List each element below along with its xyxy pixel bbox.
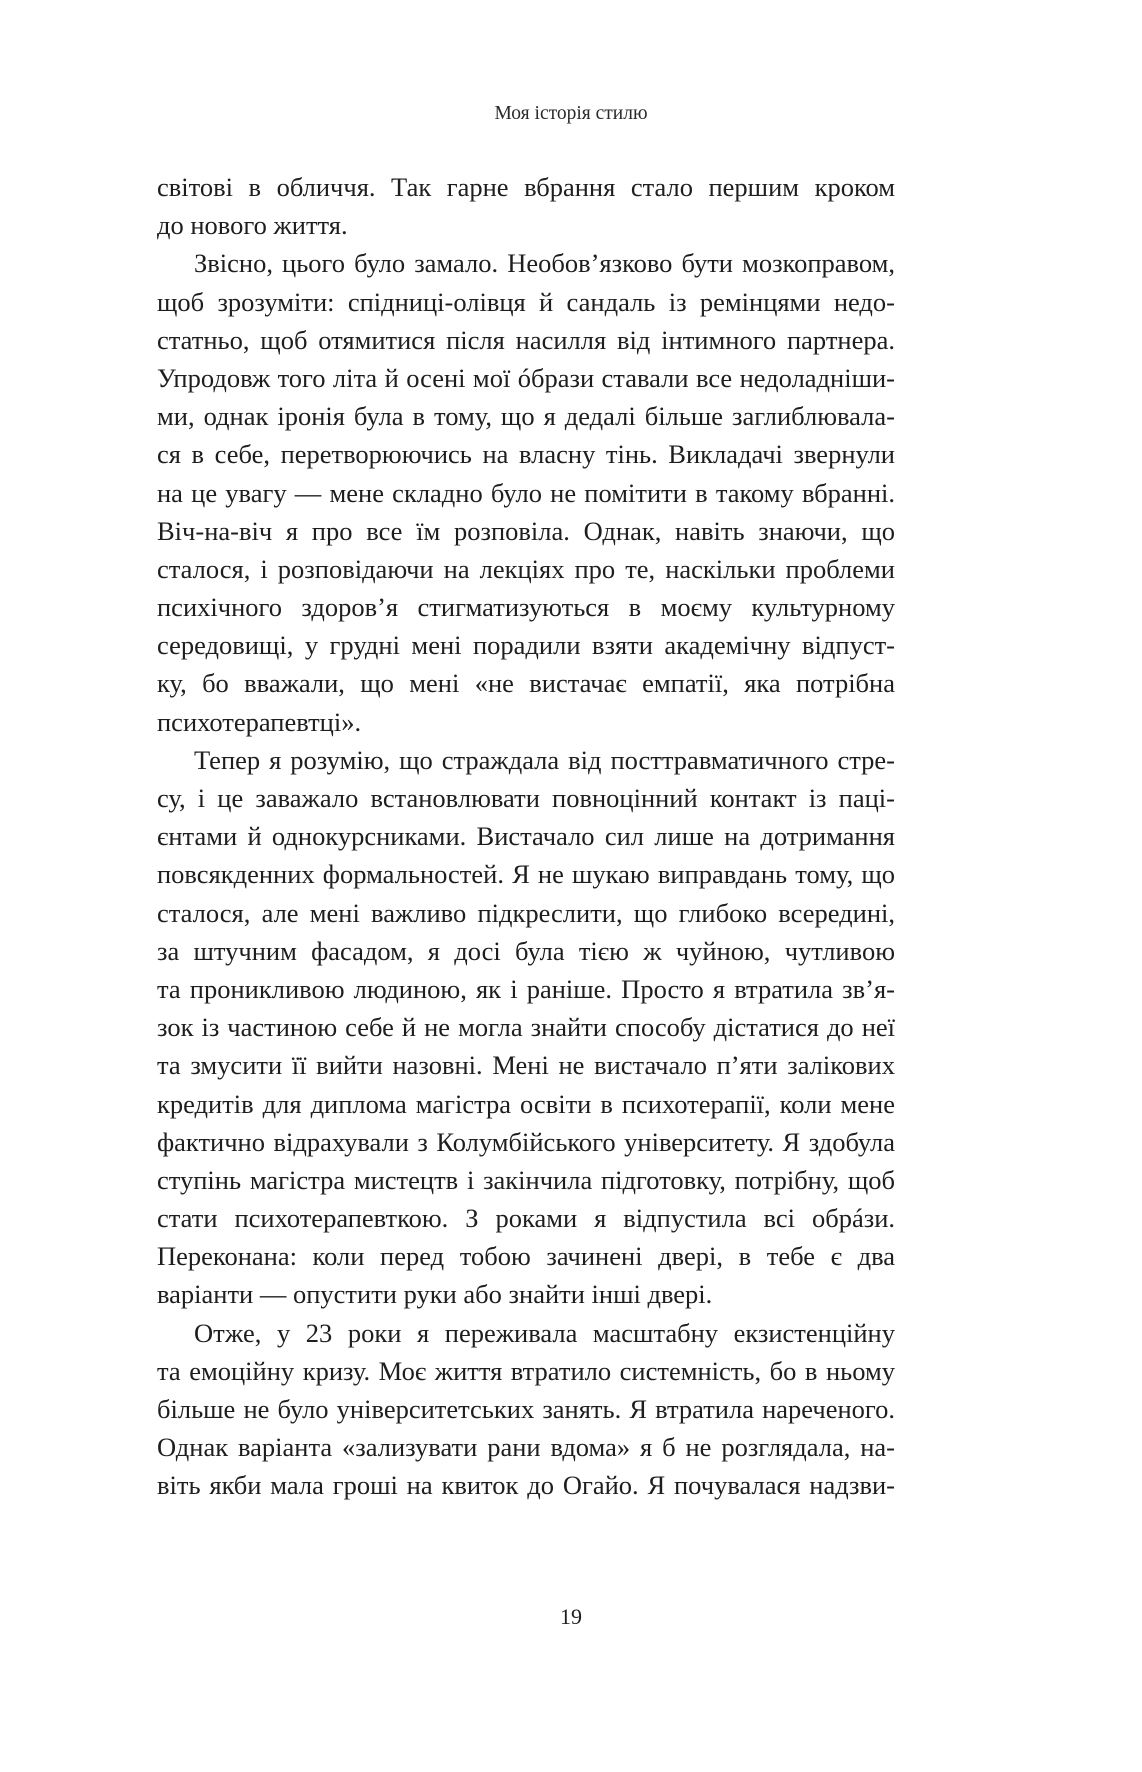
text-line: стати психотерапевткою. З роками я відпустила всі обрáзи. (157, 1203, 895, 1234)
text-line: більше не було університетських занять. Я втратила нареченого. (157, 1394, 895, 1424)
text-line: щоб зрозуміти: спідниці-олівця й сандаль із ремінцями недо- (157, 286, 895, 317)
text-line: Переконана: коли перед тобою зачинені двері, в тебе є два (157, 1241, 895, 1272)
text-line: світові в обличчя. Так гарне вбрання стало першим кроком (157, 172, 895, 202)
text-line: Отже, у 23 роки я переживала масштабну екзистенційну (194, 1317, 895, 1348)
text-line: та емоційну кризу. Моє життя втратило системність, бо в ньому (157, 1355, 895, 1386)
page-number: 19 (560, 1604, 582, 1629)
text-line: Упродовж того літа й осені мої óбрази ставали все недоладніши- (157, 362, 895, 393)
text-line: статньо, щоб отямитися після насилля від інтимного партнера. (157, 324, 895, 355)
text-line: сталося, і розповідаючи на лекціях про те, наскільки проблеми (157, 553, 895, 584)
body-text (157, 168, 895, 1505)
text-line: за штучним фасадом, я досі була тією ж чуйною, чутливою (157, 935, 895, 966)
text-line: Віч-на-віч я про все їм розповіла. Однак, навіть знаючи, що (157, 515, 895, 546)
text-line: психотерапевтці». (157, 706, 362, 737)
text-line: та змусити її вийти назовні. Мені не вистачало п’яти залікових (157, 1050, 895, 1081)
text-line: ся в себе, перетворюючись на власну тінь. Викладачі звернули (157, 439, 895, 470)
text-line: зок із частиною себе й не могла знайти способу дістатися до неї (157, 1012, 895, 1043)
text-line: середовищі, у грудні мені порадили взяти академічну відпуст- (157, 630, 895, 661)
text-line: Тепер я розумію, що страждала від посттравматичного стре- (194, 744, 895, 775)
text-line: Однак варіанта «зализувати рани вдома» я б не розглядала, на- (157, 1432, 895, 1463)
text-line: до нового життя. (157, 210, 348, 241)
text-line: су, і це заважало встановлювати повноцінний контакт із паці- (157, 783, 895, 813)
text-line: кредитів для диплома магістра освіти в психотерапії, коли мене (157, 1088, 895, 1119)
text-line: ку, бо вважали, що мені «не вистачає емпатії, яка потрібна (157, 668, 895, 699)
text-line: на це увагу — мене складно було не помітити в такому вбранні. (157, 477, 895, 508)
text-line: сталося, але мені важливо підкреслити, що глибоко всередині, (157, 897, 895, 928)
text-line: ступінь магістра мистецтв і закінчила підготовку, потрібну, щоб (157, 1164, 895, 1195)
text-line: Звісно, цього було замало. Необов’язково бути мозкоправом, (194, 248, 895, 279)
text-line: фактично відрахували з Колумбійського університету. Я здобула (157, 1126, 895, 1157)
text-line: віть якби мала гроші на квиток до Огайо. Я почувалася надзви- (157, 1470, 895, 1501)
text-line: психічного здоров’я стигматизуються в моєму культурному (157, 592, 895, 623)
text-line: та проникливою людиною, як і раніше. Просто я втратила зв’я- (157, 973, 895, 1004)
text-line: повсякденних формальностей. Я не шукаю виправдань тому, що (157, 859, 895, 890)
text-line: ми, однак іронія була в тому, що я дедалі більше заглиблювала- (157, 401, 895, 432)
text-line: єнтами й однокурсниками. Вистачало сил лише на дотримання (157, 821, 895, 852)
running-header: Моя історія стилю (494, 103, 648, 124)
text-line: варіанти — опустити руки або знайти інші двері. (157, 1279, 713, 1310)
